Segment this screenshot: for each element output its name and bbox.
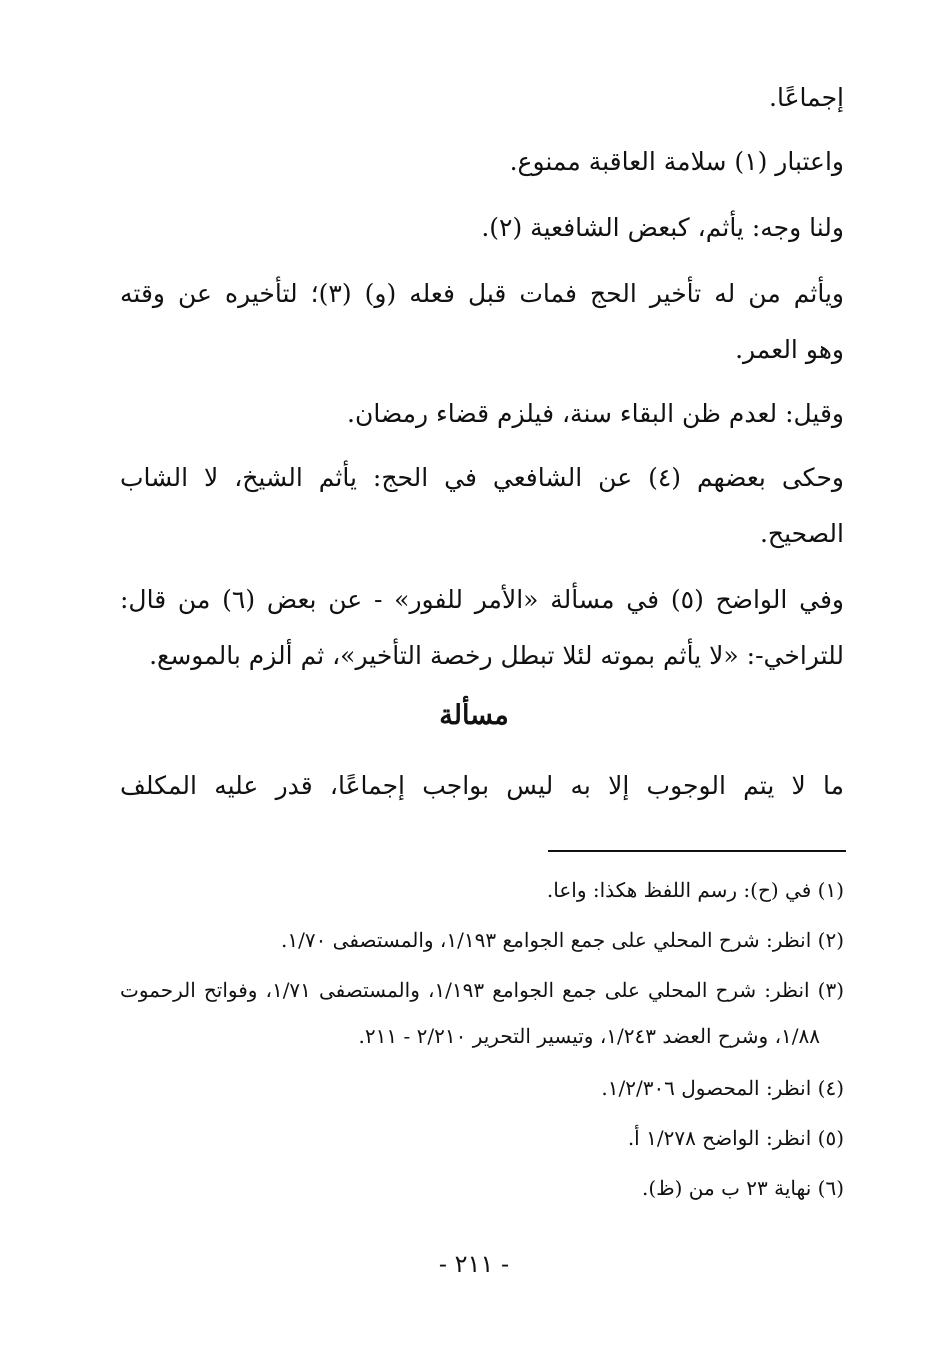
- footnote-6: (٦) نهاية ٢٣ ب من (ظ).: [641, 1176, 844, 1200]
- body-line-1: إجماعًا.: [769, 83, 844, 112]
- body-line-2: واعتبار (١) سلامة العاقبة ممنوع.: [509, 147, 844, 176]
- body-line-6: وقيل: لعدم ظن البقاء سنة، فيلزم قضاء رمضان.: [347, 399, 844, 428]
- footnote-5: (٥) انظر: الواضح ١/٢٧٨ أ.: [627, 1126, 844, 1150]
- body-line-11: ما لا يتم الوجوب إلا به ليس بواجب إجماعًا، قدر عليه المكلف: [120, 771, 844, 800]
- footnote-3-continued: ١/٨٨، وشرح العضد ١/٢٤٣، وتيسير التحرير ٢/٢١٠ - ٢١١.: [358, 1024, 820, 1048]
- footnote-4: (٤) انظر: المحصول ١/٢/٣٠٦.: [601, 1076, 844, 1100]
- body-line-10: للتراخي-: «لا يأثم بموته لئلا تبطل رخصة التأخير»، ثم ألزم بالموسع.: [149, 641, 844, 670]
- footnote-separator: [548, 850, 846, 852]
- body-line-4: ويأثم من له تأخير الحج فمات قبل فعله (و) (٣)؛ لتأخيره عن وقته: [120, 279, 844, 308]
- body-line-3: ولنا وجه: يأثم، كبعض الشافعية (٢).: [481, 213, 844, 242]
- body-line-5: وهو العمر.: [735, 335, 844, 364]
- body-line-7: وحكى بعضهم (٤) عن الشافعي في الحج: يأثم الشيخ، لا الشاب: [120, 463, 844, 492]
- section-heading: مسألة: [439, 700, 509, 731]
- footnote-3: (٣) انظر: شرح المحلي على جمع الجوامع ١/١٩٣، والمستصفى ١/٧١، وفواتح الرحموت: [120, 978, 844, 1002]
- body-line-8: الصحيح.: [759, 519, 844, 548]
- page-number: - ٢١١ -: [438, 1250, 510, 1278]
- footnote-1: (١) في (ح): رسم اللفظ هكذا: واعا.: [546, 878, 844, 902]
- footnote-2: (٢) انظر: شرح المحلي على جمع الجوامع ١/١٩٣، والمستصفى ١/٧٠.: [281, 928, 844, 952]
- body-line-9: وفي الواضح (٥) في مسألة «الأمر للفور» - عن بعض (٦) من قال:: [120, 585, 844, 614]
